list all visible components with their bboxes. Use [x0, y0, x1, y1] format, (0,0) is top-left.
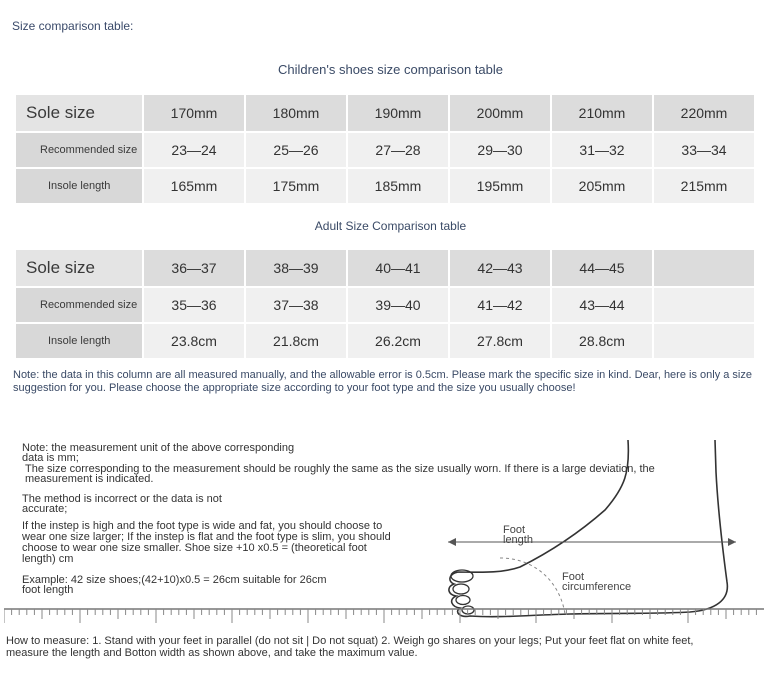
table-cell: 165mm [144, 169, 244, 203]
table-cell: 25—26 [246, 133, 346, 167]
table-cell: 185mm [348, 169, 448, 203]
how-to-line2: measure the length and Botton width as shown above, and take the maximum value. [6, 647, 418, 659]
measurement-note: Note: the data in this column are all measured manually, and the allowable error is 0.5cm. Please mark the specific size in kind. Dear, here is only a size suggestion for you. Please choose the appropriate size according to your foot type and the size you usually choose! [13, 369, 752, 394]
children-size-table [14, 93, 756, 205]
table-cell: 42—43 [450, 250, 550, 286]
table-cell: 195mm [450, 169, 550, 203]
unit-note-line1: Note: the measurement unit of the above corresponding [22, 442, 295, 454]
table-cell: 205mm [552, 169, 652, 203]
table-cell: 210mm [552, 95, 652, 131]
adult-size-table [14, 248, 756, 360]
table-cell: 180mm [246, 95, 346, 131]
table-cell: 200mm [450, 95, 550, 131]
table-row [16, 250, 754, 286]
arrowhead-right [728, 538, 736, 546]
table-row [16, 288, 754, 322]
table-row [16, 169, 754, 203]
table-cell [654, 250, 754, 286]
table-cell [654, 288, 754, 322]
foot-length-label-line1: Foot [503, 524, 526, 536]
instep-note-line4: length) cm [22, 553, 74, 565]
table-cell: 36—37 [144, 250, 244, 286]
row-label-sole-size: Sole size [16, 250, 142, 286]
deviation-note-line1: The size corresponding to the measurement should be roughly the same as the size usually worn. If there is a large deviation, the [25, 463, 655, 475]
method-note-line1: The method is incorrect or the data is not [22, 493, 222, 505]
table-row [16, 95, 754, 131]
ruler [4, 606, 764, 632]
table-cell: 39—40 [348, 288, 448, 322]
table-cell: 44—45 [552, 250, 652, 286]
table-cell: 26.2cm [348, 324, 448, 358]
table-row [16, 324, 754, 358]
page-title: Size comparison table: [12, 19, 134, 33]
table-cell: 27—28 [348, 133, 448, 167]
table-cell: 43—44 [552, 288, 652, 322]
row-label-recommended-size: Recommended size [16, 288, 142, 322]
table-cell: 40—41 [348, 250, 448, 286]
how-to-line1: How to measure: 1. Stand with your feet in parallel (do not sit | Do not squat) 2. Weigh go shares on your legs; Put your feet flat on white feet, [6, 635, 694, 647]
table-cell: 21.8cm [246, 324, 346, 358]
table-cell: 27.8cm [450, 324, 550, 358]
table-cell: 41—42 [450, 288, 550, 322]
instep-note-line3: choose to wear one size smaller. Shoe size +10 x0.5 = (theoretical foot [22, 542, 367, 554]
instep-note-line2: wear one size larger; If the instep is flat and the foot type is slim, you should [22, 531, 391, 543]
table-cell: 170mm [144, 95, 244, 131]
toe-2 [453, 584, 469, 594]
children-table-title: Children's shoes size comparison table [277, 62, 504, 77]
table-cell: 33—34 [654, 133, 754, 167]
unit-note-line2: data is mm; [22, 452, 79, 464]
table-cell: 175mm [246, 169, 346, 203]
table-cell: 38—39 [246, 250, 346, 286]
table-cell [654, 324, 754, 358]
table-row [16, 133, 754, 167]
method-note-line2: accurate; [22, 503, 68, 515]
toe-3 [456, 596, 470, 605]
row-label-insole-length: Insole length [16, 169, 142, 203]
table-cell: 215mm [654, 169, 754, 203]
table-cell: 28.8cm [552, 324, 652, 358]
adult-table-title: Adult Size Comparison table [314, 219, 467, 233]
foot-length-label-line2: length [503, 534, 533, 546]
instep-note-line1: If the instep is high and the foot type is wide and fat, you should choose to [22, 520, 383, 532]
table-cell: 37—38 [246, 288, 346, 322]
deviation-note-line2: measurement is indicated. [25, 473, 154, 485]
foot-diagram [440, 432, 740, 622]
how-to-measure [6, 635, 776, 659]
table-cell: 29—30 [450, 133, 550, 167]
example-note-line1: Example: 42 size shoes;(42+10)x0.5 = 26cm suitable for 26cm [22, 574, 327, 586]
table-cell: 23.8cm [144, 324, 244, 358]
row-label-insole-length: Insole length [16, 324, 142, 358]
foot-circumference-label-line1: Foot [562, 571, 585, 583]
table-cell: 31—32 [552, 133, 652, 167]
table-cell: 35—36 [144, 288, 244, 322]
table-cell: 190mm [348, 95, 448, 131]
row-label-recommended-size: Recommended size [16, 133, 142, 167]
table-cell: 23—24 [144, 133, 244, 167]
example-note-line2: foot length [22, 584, 74, 596]
foot-circumference-label-line2: circumference [562, 581, 632, 593]
row-label-sole-size: Sole size [16, 95, 142, 131]
ruler-ticks [4, 609, 756, 623]
table-cell: 220mm [654, 95, 754, 131]
arrowhead-left [448, 538, 456, 546]
